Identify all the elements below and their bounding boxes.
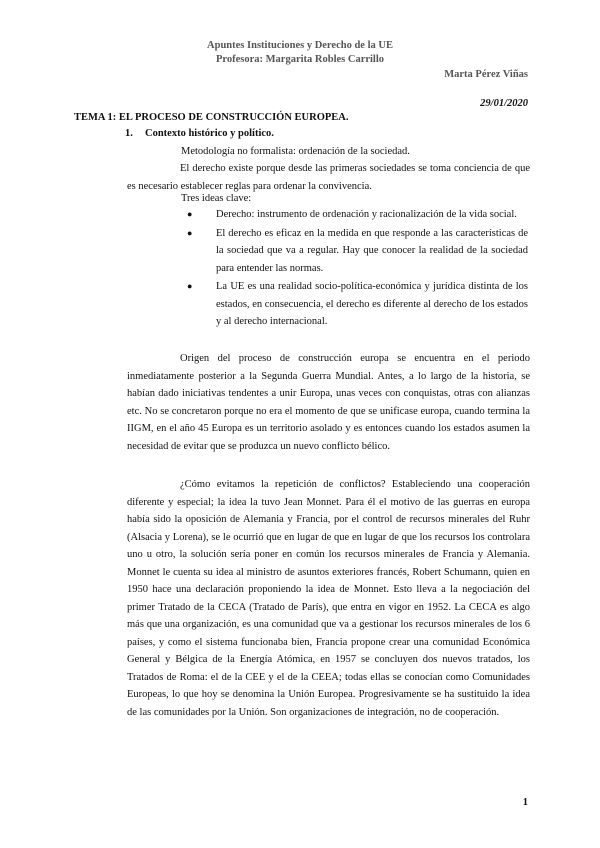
section-number: 1.: [125, 128, 133, 139]
conflict-paragraph: ¿Cómo evitamos la repetición de conflictos? Estableciendo una cooperación diferente y especial; la idea la tuvo Jean Monnet. Para él el motivo de las guerras en europa había sido la oposición de Alemania y Francia, por el control de recursos minerales del Ruhr (Alsacia y Lorena), se le ocurrió que en lugar de que en lugar de que los recursos los controlara uno u otro, la solución sería poner en común los recursos minerales de Francia y Alemania. Monnet le cuenta su idea al ministro de asuntos exteriores francés, Robert Schumann, quien en 1950 hace una declaración proponiendo la idea de Monnet. Esto lleva a la negociación del primer Tratado de la CECA (Tratado de París), que entra en vigor en 1952. La CECA es algo más que una organización, es una comunidad que va a gestionar los recursos minerales de los 6 países, y como el sistema funcionaba bien, Francia propone crear una comunidad Económica General y Bélgica de la Energía Atómica, en 1957 se concluyen dos nuevos tratados, los Tratados de Roma: el de la CEE y el de la CEEA; todas ellas se conocían como Comunidades Europeas, lo que hoy se denomina la Unión Europea. Progresivamente se ha sustituido la idea de las comunidades por la Unión. Son organizaciones de integración, no de cooperación.: [127, 479, 530, 718]
key-ideas-list: [180, 206, 528, 332]
section-heading: [125, 128, 274, 139]
bullet-icon: ●: [187, 281, 193, 291]
header-professor: Profesora: Margarita Robles Carrillo: [215, 54, 385, 65]
list-item: ● Derecho: instrumento de ordenación y racionalización de la vida social.: [180, 206, 528, 224]
topic-title: TEMA 1: EL PROCESO DE CONSTRUCCIÓN EUROPEA.: [74, 112, 349, 123]
bullet-icon: ●: [187, 227, 193, 238]
header-course-title: Apuntes Instituciones y Derecho de la UE: [207, 40, 393, 51]
methodology-line: Metodología no formalista: ordenación de la sociedad.: [181, 146, 410, 157]
section-title: Contexto histórico y político.: [145, 128, 274, 139]
law-intro-paragraph: El derecho existe porque desde las primeras sociedades se toma conciencia de que es necesario establecer reglas para ordenar la convivencia.: [127, 163, 530, 192]
bullet-icon: ●: [187, 209, 193, 219]
list-item: ● La UE es una realidad socio-política-económica y jurídica distinta de los estados, en consecuencia, el derecho es diferente al derecho de los estados y al derecho internacional.: [180, 278, 528, 331]
page-number: 1: [522, 797, 528, 808]
document-date: 29/01/2020: [480, 98, 528, 109]
key-ideas-label: Tres ideas clave:: [181, 193, 252, 204]
origin-paragraph: Origen del proceso de construcción europa se encuentra en el periodo inmediatamente posterior a la Segunda Guerra Mundial. Antes, a lo largo de la historia, se habían dado iniciativas tendentes a unir Europa, unas veces con conquistas, otras con alianzas etc. No se concretaron porque no era el momento de que se unificase europa, cuando termina la IIGM, en el año 45 Europa es un territorio asolado y es entonces cuando los estados asumen la necesidad de evitar que se produzca un nuevo conflicto bélico.: [127, 353, 530, 452]
list-item: ● El derecho es eficaz en la medida en que responde a las características de la sociedad que va a regular. Hay que conocer la realidad de la sociedad para entender las normas.: [180, 225, 528, 278]
author-name: Marta Pérez Viñas: [444, 69, 528, 80]
